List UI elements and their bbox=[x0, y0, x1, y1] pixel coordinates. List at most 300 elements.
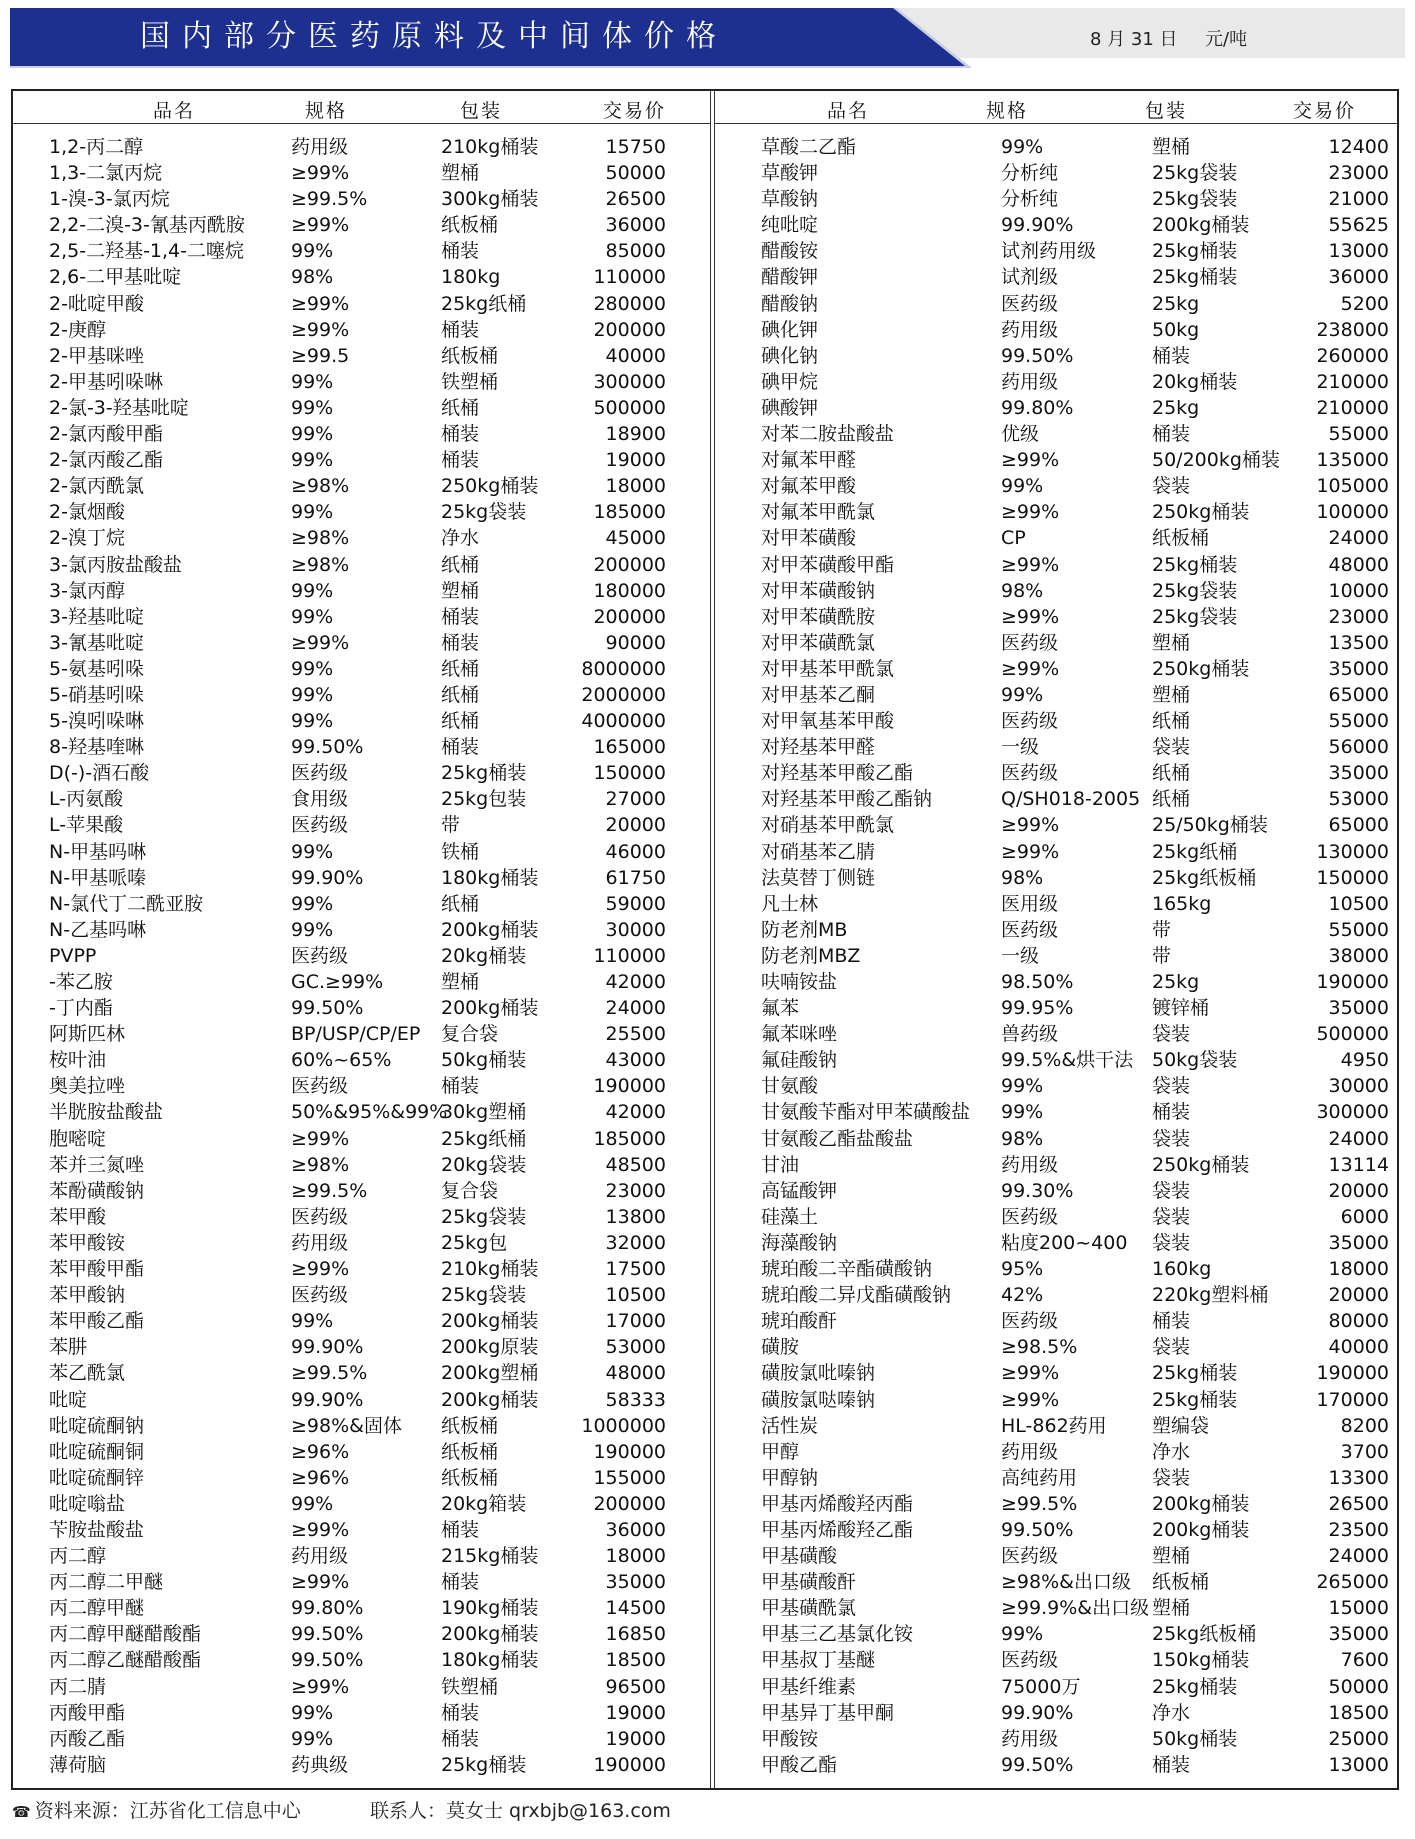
product-name: 甘油 bbox=[761, 1153, 800, 1176]
table-row bbox=[13, 1674, 710, 1700]
product-spec: 99% bbox=[291, 657, 334, 680]
phone-icon: ☎ bbox=[12, 1803, 31, 1821]
product-packing: 160kg bbox=[1152, 1258, 1212, 1281]
product-name: 高锰酸钾 bbox=[761, 1179, 838, 1202]
table-row bbox=[715, 1387, 1397, 1413]
product-price: 61750 bbox=[605, 866, 666, 889]
product-packing: 25kg bbox=[1152, 396, 1200, 419]
product-spec: 99.50% bbox=[291, 736, 364, 759]
table-row bbox=[13, 552, 710, 578]
product-price: 13114 bbox=[1328, 1153, 1389, 1176]
product-packing: 25kg袋装 bbox=[1152, 188, 1238, 211]
product-packing: 桶装 bbox=[1152, 423, 1191, 446]
product-price: 150000 bbox=[593, 762, 666, 785]
product-name: 甲基磺酰氯 bbox=[761, 1597, 857, 1620]
product-packing: 25kg桶装 bbox=[1152, 240, 1238, 263]
table-row bbox=[13, 1595, 710, 1621]
product-price: 170000 bbox=[1316, 1388, 1389, 1411]
product-name: 碘化钾 bbox=[761, 318, 819, 341]
product-spec: 医药级 bbox=[1001, 918, 1059, 941]
table-row bbox=[715, 1178, 1397, 1204]
product-packing: 净水 bbox=[1152, 1701, 1191, 1724]
table-row bbox=[715, 499, 1397, 525]
product-name: 对羟基苯甲酸乙酯钠 bbox=[761, 788, 933, 811]
product-spec: ≥99% bbox=[291, 162, 350, 185]
product-packing: 300kg桶装 bbox=[441, 188, 539, 211]
product-spec: 99% bbox=[291, 1727, 334, 1750]
product-spec: ≥99.9%&出口级 bbox=[1001, 1597, 1150, 1620]
product-packing: 铁塑桶 bbox=[441, 1675, 499, 1698]
product-packing: 220kg塑料桶 bbox=[1152, 1284, 1269, 1307]
product-packing: 桶装 bbox=[1152, 1310, 1191, 1333]
product-name: N-甲基哌嗪 bbox=[49, 866, 147, 889]
table-row bbox=[13, 891, 710, 917]
table-row bbox=[715, 1543, 1397, 1569]
product-name: 琥珀酸酐 bbox=[761, 1310, 838, 1333]
product-packing: 25kg纸桶 bbox=[441, 292, 527, 315]
product-spec: ≥99.5 bbox=[291, 344, 350, 367]
product-price: 18500 bbox=[605, 1649, 666, 1672]
product-price: 500000 bbox=[593, 396, 666, 419]
product-spec: 医药级 bbox=[1001, 1205, 1059, 1228]
product-spec: 99.5%&烘干法 bbox=[1001, 1049, 1134, 1072]
product-price: 40000 bbox=[605, 344, 666, 367]
product-packing: 200kg桶装 bbox=[441, 1623, 539, 1646]
product-price: 30000 bbox=[605, 918, 666, 941]
product-packing: 桶装 bbox=[441, 449, 480, 472]
product-packing: 25kg包 bbox=[441, 1231, 508, 1254]
table-row bbox=[13, 1073, 710, 1099]
product-spec: 药用级 bbox=[1001, 1440, 1059, 1463]
table-row bbox=[13, 1282, 710, 1308]
table-row bbox=[13, 1621, 710, 1647]
product-packing: 复合袋 bbox=[441, 1023, 499, 1046]
product-price: 24000 bbox=[1328, 1127, 1389, 1150]
product-price: 2000000 bbox=[581, 683, 666, 706]
product-price: 110000 bbox=[593, 944, 666, 967]
product-packing: 20kg箱装 bbox=[441, 1492, 527, 1515]
product-name: 醋酸钠 bbox=[761, 292, 819, 315]
product-spec: ≥98%&出口级 bbox=[1001, 1571, 1131, 1594]
product-price: 16850 bbox=[605, 1623, 666, 1646]
product-packing: 纸桶 bbox=[441, 553, 480, 576]
table-row bbox=[13, 1047, 710, 1073]
product-packing: 200kg桶装 bbox=[1152, 1492, 1250, 1515]
table-row bbox=[13, 943, 710, 969]
table-row bbox=[715, 1126, 1397, 1152]
table-row bbox=[13, 1334, 710, 1360]
product-spec: 99.30% bbox=[1001, 1179, 1074, 1202]
product-spec: 98% bbox=[1001, 1127, 1044, 1150]
table-row bbox=[715, 1360, 1397, 1386]
product-name: 3-羟基吡啶 bbox=[49, 605, 144, 628]
product-spec: 95% bbox=[1001, 1258, 1044, 1281]
header-price: 交易价 bbox=[1293, 100, 1357, 122]
product-packing: 塑桶 bbox=[441, 971, 480, 993]
product-spec: 医药级 bbox=[291, 762, 349, 785]
product-packing: 纸桶 bbox=[441, 892, 480, 915]
product-spec: 99% bbox=[291, 423, 334, 446]
table-row bbox=[13, 1439, 710, 1465]
header-pack: 包装 bbox=[460, 100, 503, 122]
product-price: 280000 bbox=[593, 292, 666, 315]
product-name: 甲基三乙基氯化铵 bbox=[761, 1623, 914, 1646]
product-price: 4950 bbox=[1340, 1049, 1389, 1072]
product-name: 丙酸甲酯 bbox=[49, 1701, 126, 1724]
product-price: 185000 bbox=[593, 501, 666, 524]
product-name: -丁内酯 bbox=[49, 997, 113, 1020]
product-spec: ≥99% bbox=[291, 1258, 350, 1281]
product-spec: 兽药级 bbox=[1001, 1023, 1059, 1046]
product-spec: 99.50% bbox=[1001, 1518, 1074, 1541]
product-packing: 纸桶 bbox=[441, 710, 480, 733]
product-packing: 袋装 bbox=[1152, 1205, 1191, 1228]
table-row bbox=[13, 499, 710, 525]
product-name: 防老剂MB bbox=[761, 918, 848, 941]
product-name: 薄荷脑 bbox=[49, 1753, 107, 1776]
product-name: 对甲氧基苯甲酸 bbox=[761, 710, 895, 733]
table-row bbox=[715, 473, 1397, 499]
product-spec: 99.50% bbox=[291, 1649, 364, 1672]
product-packing: 纸板桶 bbox=[441, 1414, 499, 1437]
product-name: 对苯二胺盐酸盐 bbox=[761, 423, 895, 446]
table-row bbox=[13, 1308, 710, 1334]
product-price: 238000 bbox=[1316, 318, 1389, 341]
table-row bbox=[715, 708, 1397, 734]
product-packing: 180kg bbox=[441, 266, 501, 289]
product-spec: 粘度200~400 bbox=[1001, 1231, 1128, 1254]
table-row bbox=[13, 865, 710, 891]
product-name: 吡啶 bbox=[49, 1388, 88, 1411]
product-packing: 复合袋 bbox=[441, 1179, 499, 1202]
product-packing: 纸桶 bbox=[441, 396, 480, 419]
product-name: 对甲苯磺酸甲酯 bbox=[761, 553, 895, 576]
product-name: L-丙氨酸 bbox=[49, 788, 124, 811]
product-spec: ≥99.5% bbox=[1001, 1492, 1078, 1515]
product-packing: 30kg塑桶 bbox=[441, 1101, 527, 1124]
product-spec: 99.90% bbox=[291, 1336, 364, 1359]
product-spec: 一级 bbox=[1001, 736, 1040, 759]
product-packing: 袋装 bbox=[1152, 1127, 1191, 1150]
table-row bbox=[715, 578, 1397, 604]
product-price: 13800 bbox=[605, 1205, 666, 1228]
product-price: 13000 bbox=[1328, 1753, 1389, 1776]
product-price: 18500 bbox=[1328, 1701, 1389, 1724]
table-row bbox=[715, 1073, 1397, 1099]
product-spec: 药用级 bbox=[1001, 1153, 1059, 1176]
table-row bbox=[715, 1700, 1397, 1726]
product-spec: 医药级 bbox=[291, 814, 349, 837]
product-price: 6000 bbox=[1340, 1205, 1389, 1228]
product-name: 甘氨酸苄酯对甲苯磺酸盐 bbox=[761, 1101, 971, 1124]
product-spec: ≥98% bbox=[291, 475, 350, 498]
table-row bbox=[13, 291, 710, 317]
product-price: 35000 bbox=[1328, 762, 1389, 785]
product-name: 苯乙酰氯 bbox=[49, 1362, 126, 1385]
table-row bbox=[715, 160, 1397, 186]
product-price: 53000 bbox=[605, 1336, 666, 1359]
product-spec: 医药级 bbox=[1001, 710, 1059, 733]
product-price: 23000 bbox=[1328, 605, 1389, 628]
product-price: 65000 bbox=[1328, 814, 1389, 837]
product-name: 苯酚磺酸钠 bbox=[49, 1179, 145, 1202]
table-row bbox=[715, 839, 1397, 865]
product-packing: 25kg桶装 bbox=[1152, 266, 1238, 289]
table-row bbox=[13, 212, 710, 238]
product-spec: 99% bbox=[1001, 1623, 1044, 1646]
product-price: 300000 bbox=[1316, 1101, 1389, 1124]
product-price: 180000 bbox=[593, 579, 666, 602]
product-packing: 纸桶 bbox=[1152, 762, 1191, 785]
table-row bbox=[715, 291, 1397, 317]
product-packing: 纸板桶 bbox=[1152, 527, 1210, 550]
table-row bbox=[715, 812, 1397, 838]
product-spec: ≥99% bbox=[1001, 449, 1060, 472]
product-name: N-甲基吗啉 bbox=[49, 840, 147, 863]
table-row bbox=[13, 786, 710, 812]
product-price: 23000 bbox=[605, 1179, 666, 1202]
product-packing: 袋装 bbox=[1152, 1231, 1191, 1254]
table-row bbox=[715, 1334, 1397, 1360]
page-title: 国内部分医药原料及中间体价格 bbox=[140, 19, 728, 54]
product-price: 36000 bbox=[1328, 266, 1389, 289]
product-spec: 药用级 bbox=[1001, 1727, 1059, 1750]
product-price: 200000 bbox=[593, 1492, 666, 1515]
table-row bbox=[13, 682, 710, 708]
product-packing: 纸桶 bbox=[441, 657, 480, 680]
product-spec: ≥99% bbox=[291, 292, 350, 315]
product-name: 苯肼 bbox=[49, 1336, 88, 1359]
table-row bbox=[715, 1099, 1397, 1125]
product-name: 2-氯-3-羟基吡啶 bbox=[49, 396, 189, 419]
product-packing: 25kg纸桶 bbox=[441, 1127, 527, 1150]
product-price: 135000 bbox=[1316, 449, 1389, 472]
table-row bbox=[13, 656, 710, 682]
table-row bbox=[13, 447, 710, 473]
header-name: 品名 bbox=[827, 100, 870, 122]
product-price: 5200 bbox=[1340, 292, 1389, 315]
product-packing: 纸桶 bbox=[1152, 788, 1191, 811]
product-packing: 250kg桶装 bbox=[1152, 1153, 1250, 1176]
product-name: 醋酸铵 bbox=[761, 240, 819, 263]
product-spec: 50%&95%&99% bbox=[291, 1101, 448, 1124]
product-price: 210000 bbox=[1316, 370, 1389, 393]
product-spec: 医药级 bbox=[1001, 1545, 1059, 1568]
product-price: 7600 bbox=[1340, 1649, 1389, 1672]
table-row bbox=[13, 1178, 710, 1204]
product-spec: 99.50% bbox=[1001, 1753, 1074, 1776]
product-spec: ≥99% bbox=[291, 318, 350, 341]
product-name: 苄胺盐酸盐 bbox=[49, 1518, 145, 1541]
table-row bbox=[13, 1256, 710, 1282]
product-name: 甲醇钠 bbox=[761, 1466, 819, 1489]
product-spec: 药用级 bbox=[291, 1231, 349, 1254]
product-packing: 25kg袋装 bbox=[441, 501, 527, 524]
product-price: 15750 bbox=[605, 136, 666, 158]
source-text: 资料来源：江苏省化工信息中心 bbox=[34, 1800, 301, 1822]
product-name: 硅藻土 bbox=[761, 1205, 819, 1228]
product-price: 200000 bbox=[593, 605, 666, 628]
product-spec: ≥99.5% bbox=[291, 1179, 368, 1202]
product-name: 甘氨酸乙酯盐酸盐 bbox=[761, 1127, 914, 1150]
right-column-rows bbox=[715, 134, 1397, 1778]
table-row bbox=[13, 525, 710, 551]
product-spec: ≥99% bbox=[291, 631, 350, 654]
product-spec: 医药级 bbox=[291, 1205, 349, 1228]
product-spec: 一级 bbox=[1001, 944, 1040, 967]
product-spec: 99% bbox=[291, 370, 334, 393]
product-price: 55000 bbox=[1328, 423, 1389, 446]
product-price: 24000 bbox=[1328, 527, 1389, 550]
product-price: 56000 bbox=[1328, 736, 1389, 759]
product-spec: 99.90% bbox=[291, 1388, 364, 1411]
table-row bbox=[13, 1126, 710, 1152]
left-column-rows bbox=[13, 134, 710, 1778]
table-row bbox=[13, 343, 710, 369]
table-row bbox=[715, 317, 1397, 343]
product-name: 防老剂MBZ bbox=[761, 944, 861, 967]
product-price: 96500 bbox=[605, 1675, 666, 1698]
product-price: 59000 bbox=[605, 892, 666, 915]
product-name: 甲基磺酸 bbox=[761, 1545, 838, 1568]
header-pack: 包装 bbox=[1145, 100, 1188, 122]
product-spec: 99.50% bbox=[1001, 344, 1074, 367]
product-name: 氟苯 bbox=[761, 997, 800, 1020]
product-packing: 塑桶 bbox=[441, 162, 480, 185]
product-name: 吡啶硫酮钠 bbox=[49, 1414, 145, 1437]
product-name: 草酸钠 bbox=[761, 188, 819, 211]
product-price: 190000 bbox=[1316, 971, 1389, 993]
product-spec: 医药级 bbox=[291, 1284, 349, 1307]
table-row bbox=[715, 369, 1397, 395]
product-packing: 20kg袋装 bbox=[441, 1153, 527, 1176]
table-row bbox=[715, 264, 1397, 290]
product-name: 3-氯丙胺盐酸盐 bbox=[49, 553, 182, 576]
product-spec: 99% bbox=[291, 396, 334, 419]
product-spec: 99% bbox=[291, 918, 334, 941]
product-packing: 200kg桶装 bbox=[441, 1310, 539, 1333]
product-name: 8-羟基喹啉 bbox=[49, 736, 144, 759]
table-row bbox=[715, 525, 1397, 551]
product-price: 1000000 bbox=[581, 1414, 666, 1437]
header-spec: 规格 bbox=[305, 100, 348, 122]
product-name: 2-氯烟酸 bbox=[49, 501, 125, 524]
product-spec: 99% bbox=[1001, 475, 1044, 498]
product-price: 36000 bbox=[605, 1518, 666, 1541]
product-name: 奥美拉唑 bbox=[49, 1075, 126, 1098]
product-packing: 25kg桶装 bbox=[1152, 1388, 1238, 1411]
product-spec: 医药级 bbox=[1001, 1649, 1059, 1672]
product-spec: 医药级 bbox=[1001, 1310, 1059, 1333]
product-packing: 纸板桶 bbox=[441, 1440, 499, 1463]
product-packing: 25kg桶装 bbox=[1152, 1362, 1238, 1385]
product-price: 55000 bbox=[1328, 710, 1389, 733]
product-spec: ≥99% bbox=[291, 1518, 350, 1541]
product-name: 2-甲基咪唑 bbox=[49, 344, 144, 367]
table-row bbox=[13, 917, 710, 943]
table-row bbox=[715, 1465, 1397, 1491]
product-packing: 50kg桶装 bbox=[441, 1049, 527, 1072]
product-name: 琥珀酸二辛酯磺酸钠 bbox=[761, 1258, 933, 1281]
product-packing: 20kg桶装 bbox=[1152, 370, 1238, 393]
product-spec: ≥99.5% bbox=[291, 188, 368, 211]
product-packing: 铁桶 bbox=[441, 840, 480, 863]
table-row bbox=[13, 969, 710, 995]
product-packing: 165kg bbox=[1152, 892, 1212, 915]
product-packing: 带 bbox=[1152, 944, 1172, 967]
table-row bbox=[13, 1204, 710, 1230]
product-price: 36000 bbox=[605, 214, 666, 237]
product-spec: 食用级 bbox=[291, 788, 349, 811]
product-packing: 250kg桶装 bbox=[441, 475, 539, 498]
product-spec: 99% bbox=[291, 501, 334, 524]
product-price: 210000 bbox=[1316, 396, 1389, 419]
product-packing: 25kg bbox=[1152, 292, 1200, 315]
product-name: 苯甲酸铵 bbox=[49, 1231, 126, 1254]
table-row bbox=[715, 1595, 1397, 1621]
product-price: 13300 bbox=[1328, 1466, 1389, 1489]
table-header-left bbox=[13, 91, 710, 124]
product-spec: ≥99% bbox=[1001, 553, 1060, 576]
product-packing: 200kg桶装 bbox=[441, 918, 539, 941]
product-name: 对氟苯甲酰氯 bbox=[761, 501, 876, 524]
product-price: 25500 bbox=[605, 1023, 666, 1046]
product-spec: ≥99% bbox=[291, 1127, 350, 1150]
product-packing: 桶装 bbox=[1152, 344, 1191, 367]
product-price: 48000 bbox=[1328, 553, 1389, 576]
product-spec: BP/USP/CP/EP bbox=[291, 1023, 421, 1046]
product-name: 5-溴吲哚啉 bbox=[49, 710, 144, 733]
product-price: 35000 bbox=[1328, 997, 1389, 1020]
product-packing: 25kg桶装 bbox=[441, 762, 527, 785]
product-price: 18900 bbox=[605, 423, 666, 446]
product-price: 18000 bbox=[605, 1545, 666, 1568]
product-packing: 50kg bbox=[1152, 318, 1200, 341]
product-name: 碘酸钾 bbox=[761, 396, 819, 419]
product-spec: ≥99% bbox=[291, 1675, 350, 1698]
product-name: 纯吡啶 bbox=[761, 214, 819, 237]
product-spec: 99.90% bbox=[291, 866, 364, 889]
product-price: 46000 bbox=[605, 840, 666, 863]
product-price: 13000 bbox=[1328, 240, 1389, 263]
product-packing: 25kg袋装 bbox=[1152, 162, 1238, 185]
product-price: 21000 bbox=[1328, 188, 1389, 211]
product-spec: ≥99% bbox=[1001, 1362, 1060, 1385]
product-spec: 99.90% bbox=[1001, 1701, 1074, 1724]
product-spec: 医药级 bbox=[1001, 631, 1059, 654]
product-name: 丙二醇乙醚醋酸酯 bbox=[49, 1649, 202, 1672]
product-packing: 200kg原装 bbox=[441, 1336, 539, 1359]
table-row bbox=[13, 839, 710, 865]
product-packing: 袋装 bbox=[1152, 475, 1191, 498]
product-spec: ≥99% bbox=[291, 214, 350, 237]
product-spec: CP bbox=[1001, 527, 1026, 550]
product-price: 500000 bbox=[1316, 1023, 1389, 1046]
product-price: 27000 bbox=[605, 788, 666, 811]
price-unit: 元/吨 bbox=[1205, 29, 1248, 50]
table-row bbox=[13, 1099, 710, 1125]
product-name: 2-溴丁烷 bbox=[49, 527, 125, 550]
table-row bbox=[13, 264, 710, 290]
report-date: 8 月 31 日 bbox=[1090, 29, 1178, 50]
product-packing: 袋装 bbox=[1152, 1075, 1191, 1098]
header-price: 交易价 bbox=[603, 100, 667, 122]
product-name: 阿斯匹林 bbox=[49, 1023, 126, 1046]
product-spec: 99.95% bbox=[1001, 997, 1074, 1020]
product-spec: 试剂级 bbox=[1001, 266, 1059, 289]
product-price: 58333 bbox=[605, 1388, 666, 1411]
product-price: 23000 bbox=[1328, 162, 1389, 185]
